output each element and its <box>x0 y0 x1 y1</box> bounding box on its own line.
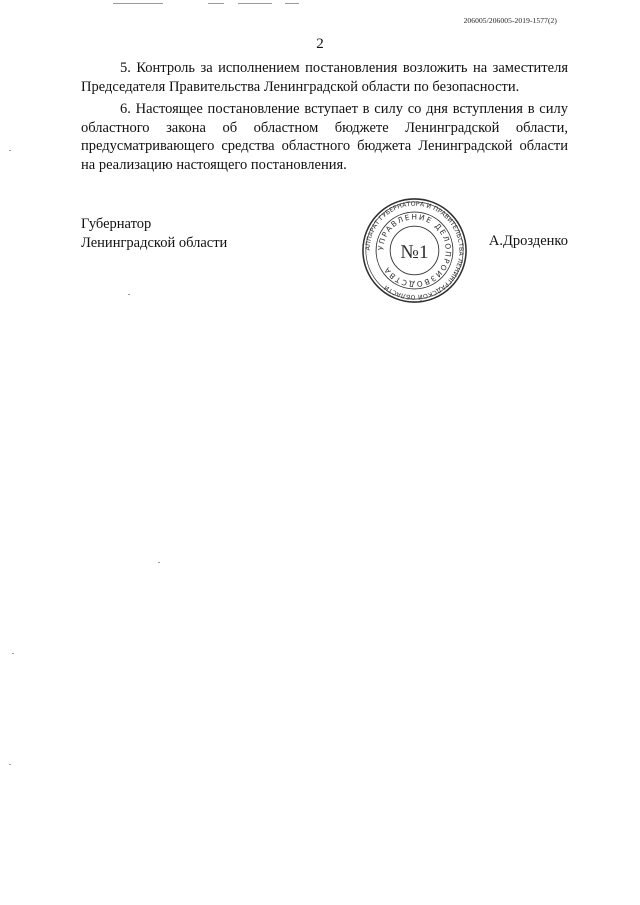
signatory-position <box>81 215 227 253</box>
seal-number: №1 <box>400 241 429 263</box>
page-number: 2 <box>316 36 324 52</box>
scan-artifact <box>285 3 299 4</box>
scan-artifact <box>9 764 11 765</box>
signatory-name: А.Дрозденко <box>488 233 568 249</box>
scan-artifact <box>238 3 272 4</box>
signatory-position-line-2: Ленинградской области <box>81 235 228 251</box>
scan-artifact <box>113 3 163 4</box>
scan-artifact <box>12 653 14 654</box>
official-seal-stamp <box>361 197 468 304</box>
scan-artifact <box>9 150 11 151</box>
scan-artifact <box>208 3 224 4</box>
scan-artifact <box>158 562 160 563</box>
paragraph-6: 6. Настоящее постановление вступает в силу со дня вступления в силу областного закона об областном бюджете Ленинградской области, предусматривающего средства областного бюджета Ленинградской области на реализацию настоящего постановления. <box>81 101 568 173</box>
paragraph-5: 5. Контроль за исполнением постановления возложить на заместителя Председателя Правительства Ленинградской области по безопасности. <box>81 60 568 95</box>
scan-artifact <box>128 294 130 295</box>
signatory-position-line-1: Губернатор <box>81 216 152 232</box>
document-body <box>81 59 568 174</box>
seal-outer-text: АППАРАТ ГУБЕРНАТОРА И ПРАВИТЕЛЬСТВА ЛЕНИНГРАДСКОЙ ОБЛАСТИ <box>364 200 465 301</box>
document-reference-number: 206005/206005-2019-1577(2) <box>463 16 557 25</box>
seal-inner-text: УПРАВЛЕНИЕ ДЕЛОПРОИЗВОДСТВА <box>376 212 453 289</box>
